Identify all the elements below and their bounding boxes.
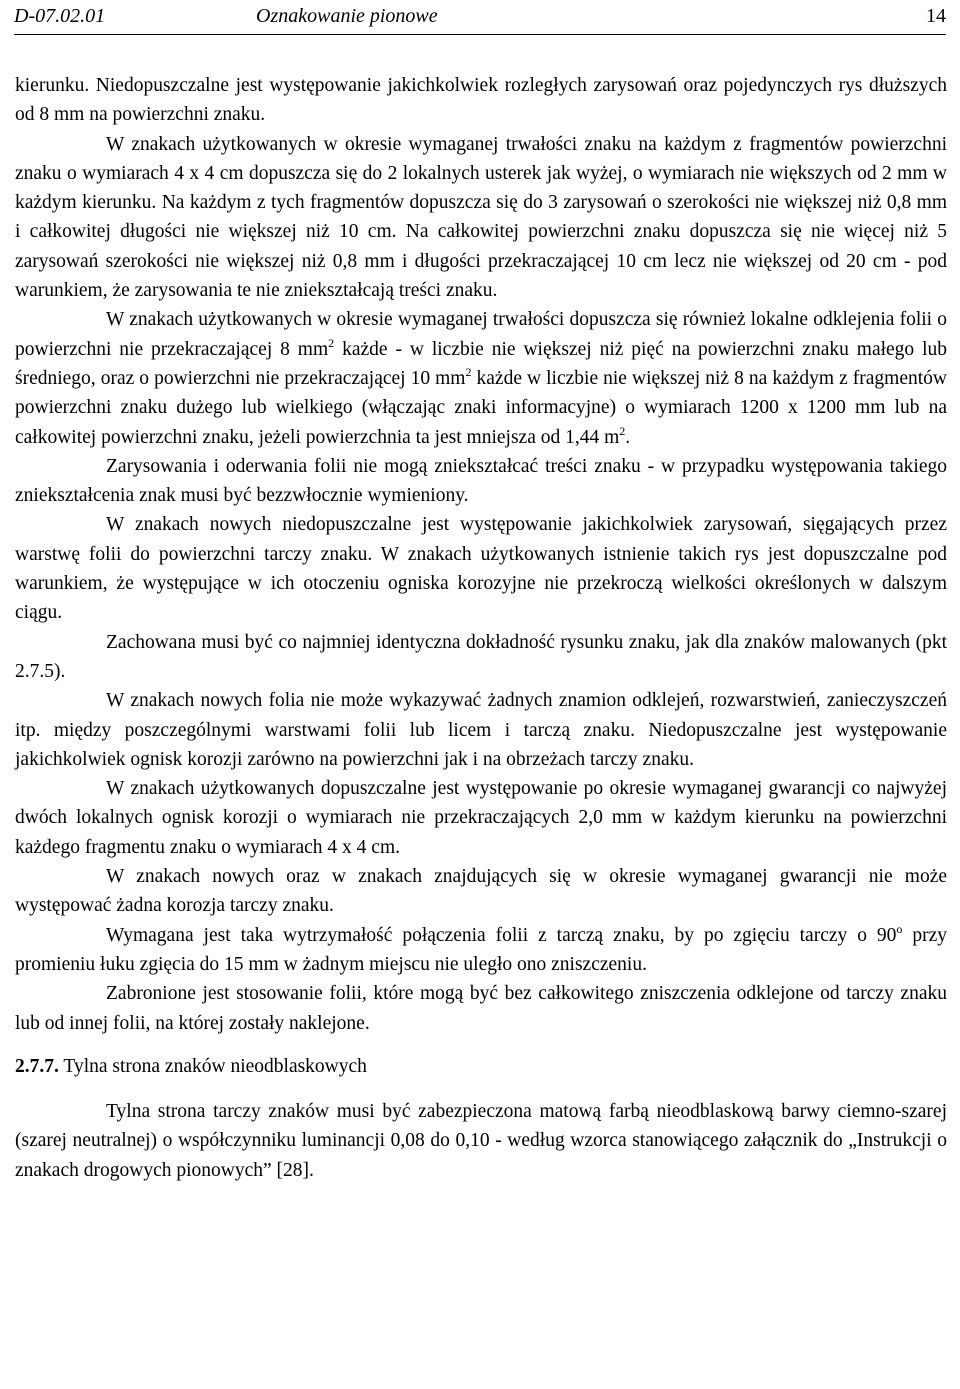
paragraph (15, 305, 947, 451)
paragraph: W znakach nowych niedopuszczalne jest występowanie jakichkolwiek zarysowań, sięgających przez warstwę folii do powierzchni tarczy znaku. W znakach użytkowanych istnienie takich rys jest dopuszczalne pod warunkiem, że występujące w ich otoczeniu ogniska korozyjne nie przekroczą wielkości określonych w dalszym ciągu. (15, 514, 947, 624)
paragraph-text: W znakach użytkowanych w okresie wymaganej trwałości dopuszcza się również lokalne odklejenia folii o powierzchni nie przekraczającej 8 mm (15, 309, 947, 360)
superscript: o (896, 921, 903, 936)
superscript: 2 (465, 364, 472, 379)
paragraph: Zabronione jest stosowanie folii, które mogą być bez całkowitego zniszczenia odklejone od tarczy znaku lub od innej folii, na której zostały naklejone. (15, 983, 947, 1034)
paragraph: Zachowana musi być co najmniej identyczna dokładność rysunku znaku, jak dla znaków malowanych (pkt 2.7.5). (15, 631, 947, 682)
section-number: 2.7.7. (15, 1055, 59, 1077)
section-title: Tylna strona znaków nieodblaskowych (63, 1055, 367, 1077)
paragraph-text: Wymagana jest taka wytrzymałość połączenia folii z tarczą znaku, by po zgięciu tarczy o 90 (106, 924, 897, 946)
paragraph-text: każde - w liczbie nie większej niż pięć na powierzchni znaku małego lub średniego, oraz o powierzchni nie przekraczającej 10 mm (15, 338, 947, 389)
document-title: Oznakowanie pionowe (256, 5, 438, 28)
paragraph: Tylna strona tarczy znaków musi być zabezpieczona matową farbą nieodblaskową barwy ciemno-szarej (szarej neutralnej) o współczynniku luminancji 0,08 do 0,10 - według wzorca stanowiącego załącznik do „Instrukcji o znakach drogowych pionowych” [28]. (15, 1101, 947, 1181)
paragraph: kierunku. Niedopuszczalne jest występowanie jakichkolwiek rozległych zarysowań oraz pojedynczych rys dłuższych od 8 mm na powierzchni znaku. (15, 75, 947, 126)
paragraph: W znakach użytkowanych w okresie wymaganej trwałości znaku na każdym z fragmentów powierzchni znaku o wymiarach 4 x 4 cm dopuszcza się do 2 lokalnych usterek jak wyżej, o wymiarach nie większych od 2 mm w każdym kierunku. Na każdym z tych fragmentów dopuszcza się do 3 zarysowań o szerokości nie większej niż 0,8 mm i całkowitej długości nie większej niż 10 cm. Na całkowitej powierzchni znaku dopuszcza się nie więcej niż 5 zarysowań szerokości nie większej niż 0,8 mm i długości przekraczającej 10 cm lecz nie większej od 20 cm - pod warunkiem, że zarysowania te nie zniekształcają treści znaku. (15, 133, 947, 302)
superscript: 2 (619, 423, 626, 438)
section-heading (15, 1052, 947, 1081)
paragraph-text: każde w liczbie nie większej niż 8 na każdym z fragmentów powierzchni znaku dużego lub wielkiego (włączając znaki informacyjne) o wymiarach 1200 x 1200 mm lub na całkowitej powierzchni znaku, jeżeli powierzchnia ta jest mniejsza od 1,44 m (15, 367, 947, 448)
paragraph: W znakach użytkowanych dopuszczalne jest występowanie po okresie wymaganej gwarancji co najwyżej dwóch lokalnych ognisk korozji o wymiarach nie przekraczających 2,0 mm w każdym kierunku na powierzchni każdego fragmentu znaku o wymiarach 4 x 4 cm. (15, 778, 947, 858)
paragraph: W znakach nowych oraz w znakach znajdujących się w okresie wymaganej gwarancji nie może występować żadna korozja tarczy znaku. (15, 866, 947, 917)
page-header (14, 0, 946, 35)
page-number: 14 (926, 5, 946, 28)
paragraph: W znakach nowych folia nie może wykazywać żadnych znamion odklejeń, rozwarstwień, zanieczyszczeń itp. między poszczególnymi warstwami folii lub licem i tarczą znaku. Niedopuszczalne jest występowanie jakichkolwiek ognisk korozji zarówno na powierzchni jak i na obrzeżach tarczy znaku. (15, 690, 947, 770)
paragraph: Zarysowania i oderwania folii nie mogą zniekształcać treści znaku - w przypadku występowania takiego zniekształcenia znak musi być bezzwłocznie wymieniony. (15, 455, 947, 507)
paragraph-text: przy promieniu łuku zgięcia do 15 mm w żadnym miejscu nie uległo ono zniszczeniu. (15, 924, 947, 975)
document-body (15, 71, 947, 1185)
paragraph-text: . (625, 426, 631, 448)
document-code: D-07.02.01 (14, 5, 106, 28)
paragraph (15, 921, 947, 980)
superscript: 2 (328, 335, 335, 350)
